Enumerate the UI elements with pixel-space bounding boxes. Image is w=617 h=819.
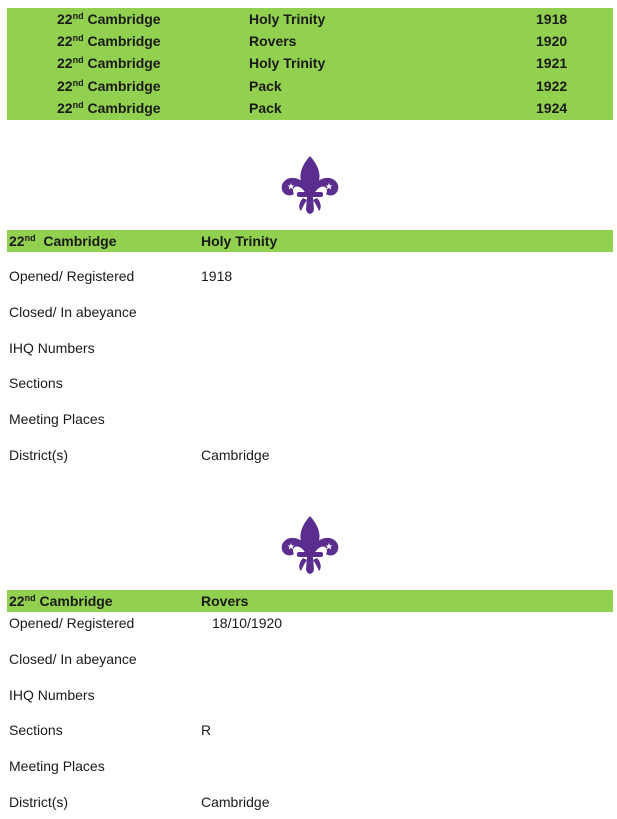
summary-year: 1920 (536, 33, 568, 49)
summary-year: 1918 (536, 11, 568, 27)
summary-group-number: 22nd Cambridge (57, 33, 161, 49)
field-value-districts: Cambridge (201, 794, 270, 810)
field-label-meeting-places: Meeting Places (9, 758, 105, 774)
field-label-districts: District(s) (9, 794, 69, 810)
summary-year: 1921 (536, 55, 568, 71)
section-group-name: Holy Trinity (201, 233, 278, 249)
summary-year: 1924 (536, 100, 568, 116)
summary-group-number: 22nd Cambridge (57, 100, 161, 116)
field-label-ihq-numbers: IHQ Numbers (9, 340, 95, 356)
section-group-name: Rovers (201, 593, 249, 609)
summary-group-name: Pack (249, 78, 282, 94)
field-label-opened: Opened/ Registered (9, 615, 135, 631)
field-value-opened: 18/10/1920 (212, 615, 283, 631)
field-value-districts: Cambridge (201, 447, 270, 463)
field-label-ihq-numbers: IHQ Numbers (9, 687, 95, 703)
section-group-number: 22nd Cambridge (9, 593, 113, 609)
summary-group-name: Pack (249, 100, 282, 116)
summary-group-number: 22nd Cambridge (57, 55, 161, 71)
summary-row (7, 8, 613, 30)
section-header (7, 590, 613, 612)
summary-row (7, 75, 613, 97)
field-label-meeting-places: Meeting Places (9, 411, 105, 427)
summary-group-name: Holy Trinity (249, 11, 326, 27)
summary-year: 1922 (536, 78, 568, 94)
groups-summary-table (7, 8, 613, 120)
summary-group-number: 22nd Cambridge (57, 78, 161, 94)
fleur-de-lis-icon (279, 514, 341, 576)
field-value-sections: R (201, 722, 212, 738)
field-value-opened: 1918 (201, 268, 233, 284)
field-label-sections: Sections (9, 722, 63, 738)
field-label-districts: District(s) (9, 447, 69, 463)
summary-row (7, 97, 613, 119)
summary-group-number: 22nd Cambridge (57, 11, 161, 27)
summary-group-name: Holy Trinity (249, 55, 326, 71)
summary-row (7, 30, 613, 52)
summary-row (7, 52, 613, 74)
field-label-opened: Opened/ Registered (9, 268, 135, 284)
field-label-closed: Closed/ In abeyance (9, 651, 137, 667)
summary-group-name: Rovers (249, 33, 297, 49)
fleur-de-lis-icon (279, 154, 341, 216)
section-group-number: 22nd Cambridge (9, 233, 117, 249)
field-label-sections: Sections (9, 375, 63, 391)
field-label-closed: Closed/ In abeyance (9, 304, 137, 320)
section-header (7, 230, 613, 252)
